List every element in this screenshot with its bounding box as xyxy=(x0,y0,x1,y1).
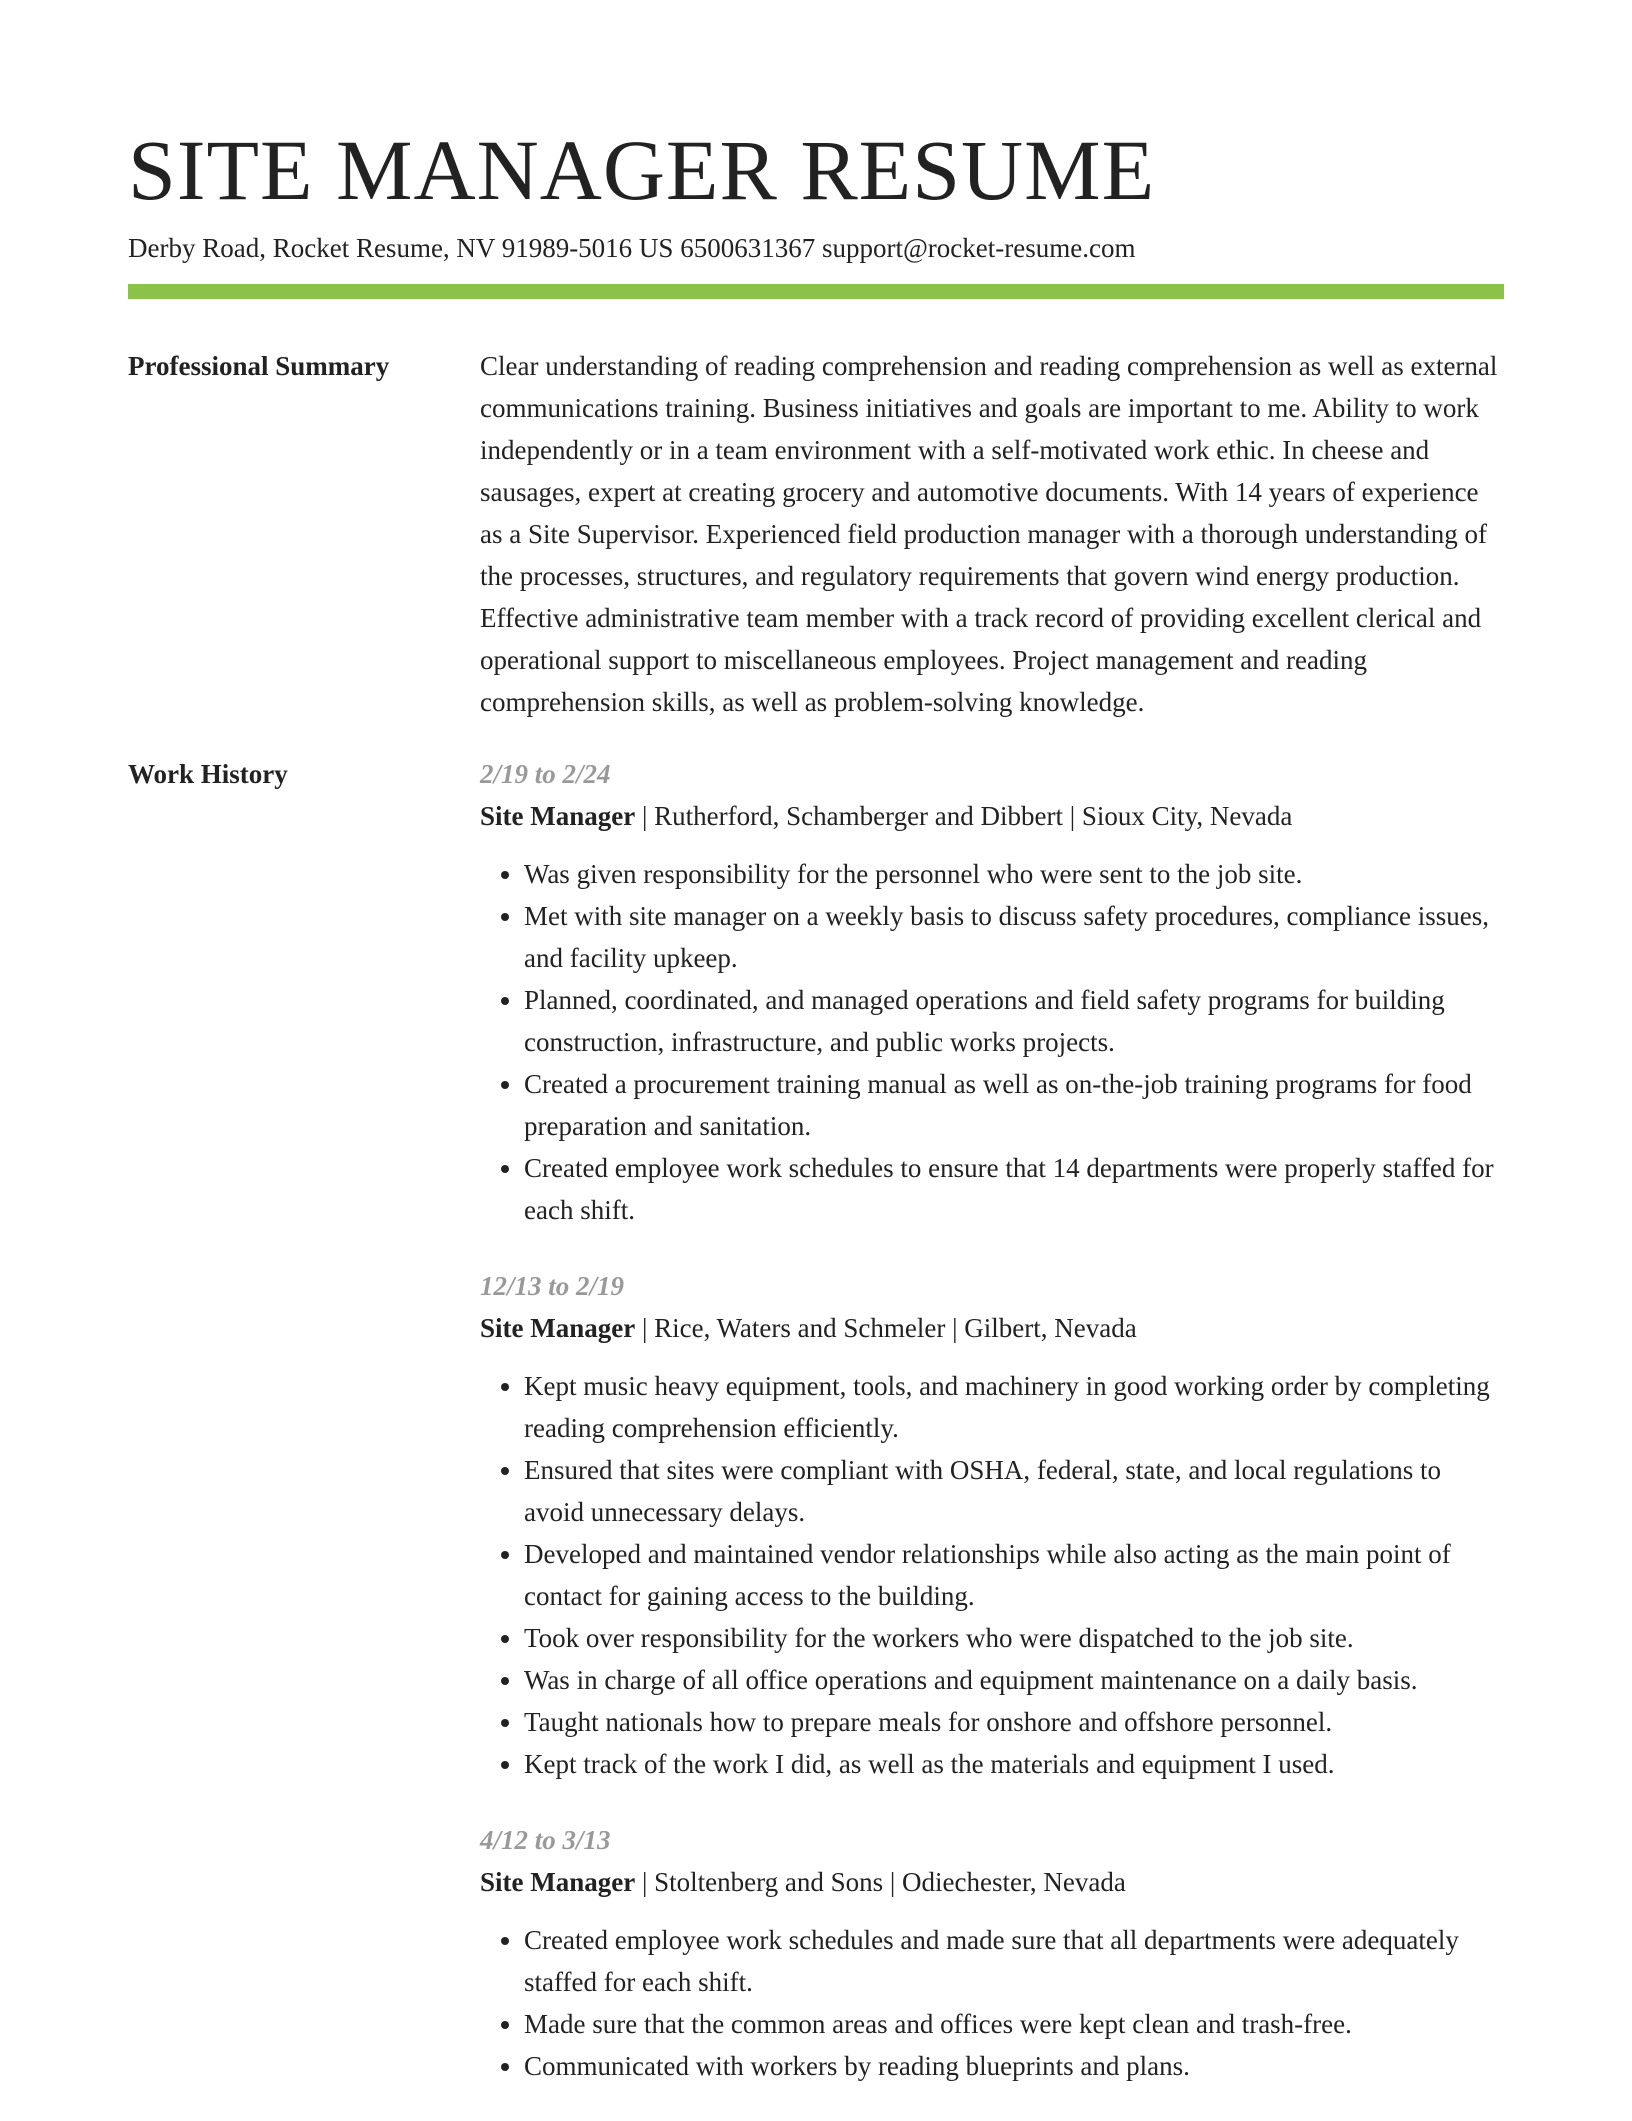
job-bullet: • Was given responsibility for the personnel who were sent to the job site. xyxy=(524,853,1504,895)
job-employer-location: | Stoltenberg and Sons | Odiechester, Nevada xyxy=(635,1867,1126,1897)
job-bullet: • Met with site manager on a weekly basis to discuss safety procedures, compliance issues, and facility upkeep. xyxy=(524,895,1504,979)
job-bullet: • Kept track of the work I did, as well as the materials and equipment I used. xyxy=(524,1743,1504,1785)
resume-page xyxy=(128,118,1504,2121)
job-title: Site Manager xyxy=(480,1313,636,1343)
job-bullet: • Ensured that sites were compliant with OSHA, federal, state, and local regulations to avoid unnecessary delays. xyxy=(524,1449,1504,1533)
professional-summary-section xyxy=(128,345,1504,723)
job-bullet: • Communicated with workers by reading blueprints and plans. xyxy=(524,2045,1504,2087)
job-heading xyxy=(480,1307,1504,1349)
job-entry xyxy=(480,1265,1504,1785)
job-entry xyxy=(480,753,1504,1231)
summary-text: Clear understanding of reading comprehension and reading comprehension as well as external communications training. Business initiatives and goals are important to me. Ability to work independently or in a team environment with a self-motivated work ethic. In cheese and sausages, expert at creating grocery and automotive documents. With 14 years of experience as a Site Supervisor. Experienced field production manager with a thorough understanding of the processes, structures, and regulatory requirements that govern wind energy production. Effective administrative team member with a track record of providing excellent clerical and operational support to miscellaneous employees. Project management and reading comprehension skills, as well as problem-solving knowledge. xyxy=(480,351,1498,717)
contact-line: Derby Road, Rocket Resume, NV 91989-5016 US 6500631367 support@rocket-resume.com xyxy=(128,233,1136,263)
section-label-summary: Professional Summary xyxy=(128,351,390,381)
job-bullet: • Created a procurement training manual as well as on-the-job training programs for food preparation and sanitation. xyxy=(524,1063,1504,1147)
work-history-body xyxy=(480,753,1504,2121)
job-bullet-list xyxy=(480,1365,1504,1785)
job-title: Site Manager xyxy=(480,801,636,831)
job-title: Site Manager xyxy=(480,1867,636,1897)
job-dates: 12/13 to 2/19 xyxy=(480,1271,625,1301)
summary-body xyxy=(480,345,1504,723)
job-bullet: • Was in charge of all office operations and equipment maintenance on a daily basis. xyxy=(524,1659,1504,1701)
job-bullet: • Planned, coordinated, and managed operations and field safety programs for building construction, infrastructure, and public works projects. xyxy=(524,979,1504,1063)
job-dates: 2/19 to 2/24 xyxy=(480,759,611,789)
job-bullet-list xyxy=(480,853,1504,1231)
job-bullet: • Developed and maintained vendor relationships while also acting as the main point of contact for gaining access to the building. xyxy=(524,1533,1504,1617)
section-label-work-history: Work History xyxy=(128,759,288,789)
job-bullet-list xyxy=(480,1919,1504,2087)
job-bullet: • Created employee work schedules to ensure that 14 departments were properly staffed for each shift. xyxy=(524,1147,1504,1231)
job-bullet: • Taught nationals how to prepare meals for onshore and offshore personnel. xyxy=(524,1701,1504,1743)
resume-title: SITE MANAGER RESUME xyxy=(128,122,1156,218)
accent-divider xyxy=(128,284,1504,299)
job-heading xyxy=(480,1861,1504,1903)
work-history-section xyxy=(128,753,1504,2121)
job-bullet: • Kept music heavy equipment, tools, and machinery in good working order by completing reading comprehension efficiently. xyxy=(524,1365,1504,1449)
job-bullet: • Created employee work schedules and made sure that all departments were adequately staffed for each shift. xyxy=(524,1919,1504,2003)
job-bullet: • Made sure that the common areas and offices were kept clean and trash-free. xyxy=(524,2003,1504,2045)
job-dates: 4/12 to 3/13 xyxy=(480,1825,611,1855)
job-heading xyxy=(480,795,1504,837)
job-employer-location: | Rutherford, Schamberger and Dibbert | Sioux City, Nevada xyxy=(635,801,1293,831)
job-employer-location: | Rice, Waters and Schmeler | Gilbert, Nevada xyxy=(635,1313,1137,1343)
job-entry xyxy=(480,1819,1504,2087)
job-bullet: • Took over responsibility for the workers who were dispatched to the job site. xyxy=(524,1617,1504,1659)
